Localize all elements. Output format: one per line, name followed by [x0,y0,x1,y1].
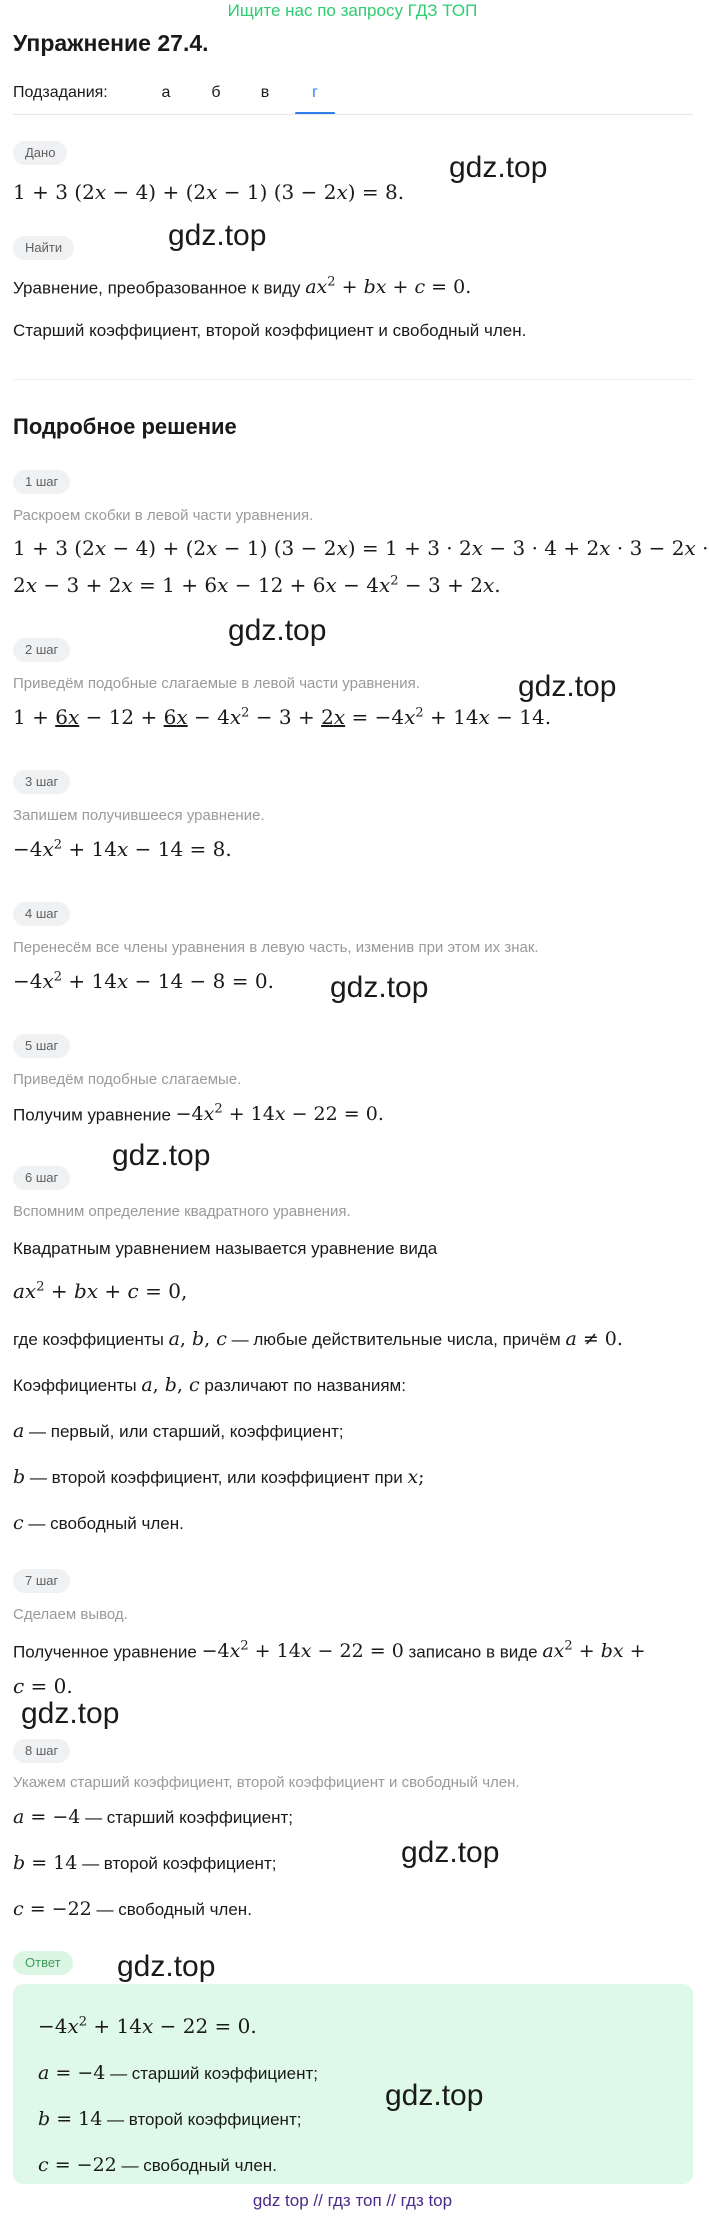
watermark: gdz.top [228,614,327,647]
given-pill: Дано [13,141,67,165]
answer-equation: $-4x^2 + 14x - 22 = 0$. [38,2014,257,2038]
step-7-text-line-2: c = 0. [13,1674,73,1698]
divider [13,379,693,380]
step-8-a: a = −4 — старший коэффициент; [13,1806,293,1828]
answer-a: a = −4 — старший коэффициент; [38,2062,318,2084]
answer-box [13,1984,693,2184]
step-6-text-5: b — второй коэффициент, или коэффициент при x; [13,1466,425,1488]
watermark: gdz.top [330,971,429,1004]
watermark: gdz.top [401,1836,500,1869]
step-3-pill: 3 шаг [13,770,70,794]
watermark: gdz.top [117,1950,216,1983]
tab-g[interactable]: г [312,84,318,101]
step-6-note: Вспомним определение квадратного уравнения. [13,1203,351,1220]
step-3-math: $-4x^2 + 14x - 14 = 8$. [13,837,232,861]
step-7-text-line-1: Полученное уравнение $-4x^2 + 14x - 22 = 0$ записано в виде $ax^2$ + bx + [13,1639,646,1663]
step-7-pill: 7 шаг [13,1569,70,1593]
tab-b[interactable]: б [211,84,221,101]
find-item-2: Старший коэффициент, второй коэффициент и свободный член. [13,321,527,340]
step-3-note: Запишем получившееся уравнение. [13,807,265,824]
answer-b: b = 14 — второй коэффициент; [38,2108,302,2130]
step-1-note: Раскроем скобки в левой части уравнения. [13,507,314,524]
given-equation: 1 + 3 (2x − 4) + (2x − 1) (3 − 2x) = 8. [13,180,405,204]
find-item-1: Уравнение, преобразованное к виду $ax^2$ + bx + c = 0. [13,275,472,299]
watermark: gdz.top [21,1697,120,1730]
watermark: gdz.top [449,151,548,184]
step-6-math: $ax^2$ + bx + c = 0, [13,1279,188,1303]
step-1-math-line-2: $2x - 3 + 2x = 1 + 6x - 12 + 6x - 4x^2 - 3 + 2x$. [13,573,501,597]
step-6-text-1: Квадратным уравнением называется уравнение вида [13,1239,438,1258]
step-8-b: b = 14 — второй коэффициент; [13,1852,277,1874]
tab-a[interactable]: а [161,84,171,101]
step-8-pill: 8 шаг [13,1739,70,1763]
step-8-note: Укажем старший коэффициент, второй коэффициент и свободный член. [13,1774,520,1791]
divider [13,114,693,115]
step-2-math: $1 + 6x - 12 + 6x - 4x^2 - 3 + 2x = -4x^2 + 14x - 14$. [13,705,552,729]
watermark: gdz.top [518,670,617,703]
find-pill: Найти [13,236,74,260]
step-7-note: Сделаем вывод. [13,1606,128,1623]
watermark: gdz.top [385,2079,484,2112]
step-4-math: $-4x^2 + 14x - 14 - 8 = 0$. [13,969,274,993]
tab-v[interactable]: в [260,84,270,101]
subtasks-label: Подзадания: [13,84,108,101]
step-6-text-2: где коэффициенты a, b, c — любые действительные числа, причём a ≠ 0. [13,1328,623,1350]
step-2-pill: 2 шаг [13,638,70,662]
watermark: gdz.top [112,1139,211,1172]
step-6-text-6: c — свободный член. [13,1512,184,1534]
answer-c: c = −22 — свободный член. [38,2154,277,2176]
step-4-pill: 4 шаг [13,902,70,926]
step-6-pill: 6 шаг [13,1166,70,1190]
answer-pill: Ответ [13,1951,73,1975]
watermark: gdz.top [168,219,267,252]
step-5-text: Получим уравнение $-4x^2 + 14x - 22 = 0$. [13,1102,384,1126]
step-1-pill: 1 шаг [13,470,70,494]
step-1-math-line-1: 1 + 3 (2x − 4) + (2x − 1) (3 − 2x) = 1 + 3 · 2x − 3 · 4 + 2x · 3 − 2x · [13,536,709,560]
footer-links[interactable]: gdz top // гдз топ // гдз top [252,2191,453,2210]
step-6-text-3: Коэффициенты a, b, c различают по названиям: [13,1374,406,1396]
step-5-note: Приведём подобные слагаемые. [13,1071,242,1088]
step-6-text-4: a — первый, или старший, коэффициент; [13,1420,344,1442]
step-2-note: Приведём подобные слагаемые в левой части уравнения. [13,675,420,692]
page-title: Упражнение 27.4. [13,30,209,56]
solution-title: Подробное решение [13,414,237,439]
step-4-note: Перенесём все члены уравнения в левую часть, изменив при этом их знак. [13,939,539,956]
top-banner[interactable]: Ищите нас по запросу ГДЗ ТОП [227,1,478,20]
step-8-c: c = −22 — свободный член. [13,1898,252,1920]
step-5-pill: 5 шаг [13,1034,70,1058]
